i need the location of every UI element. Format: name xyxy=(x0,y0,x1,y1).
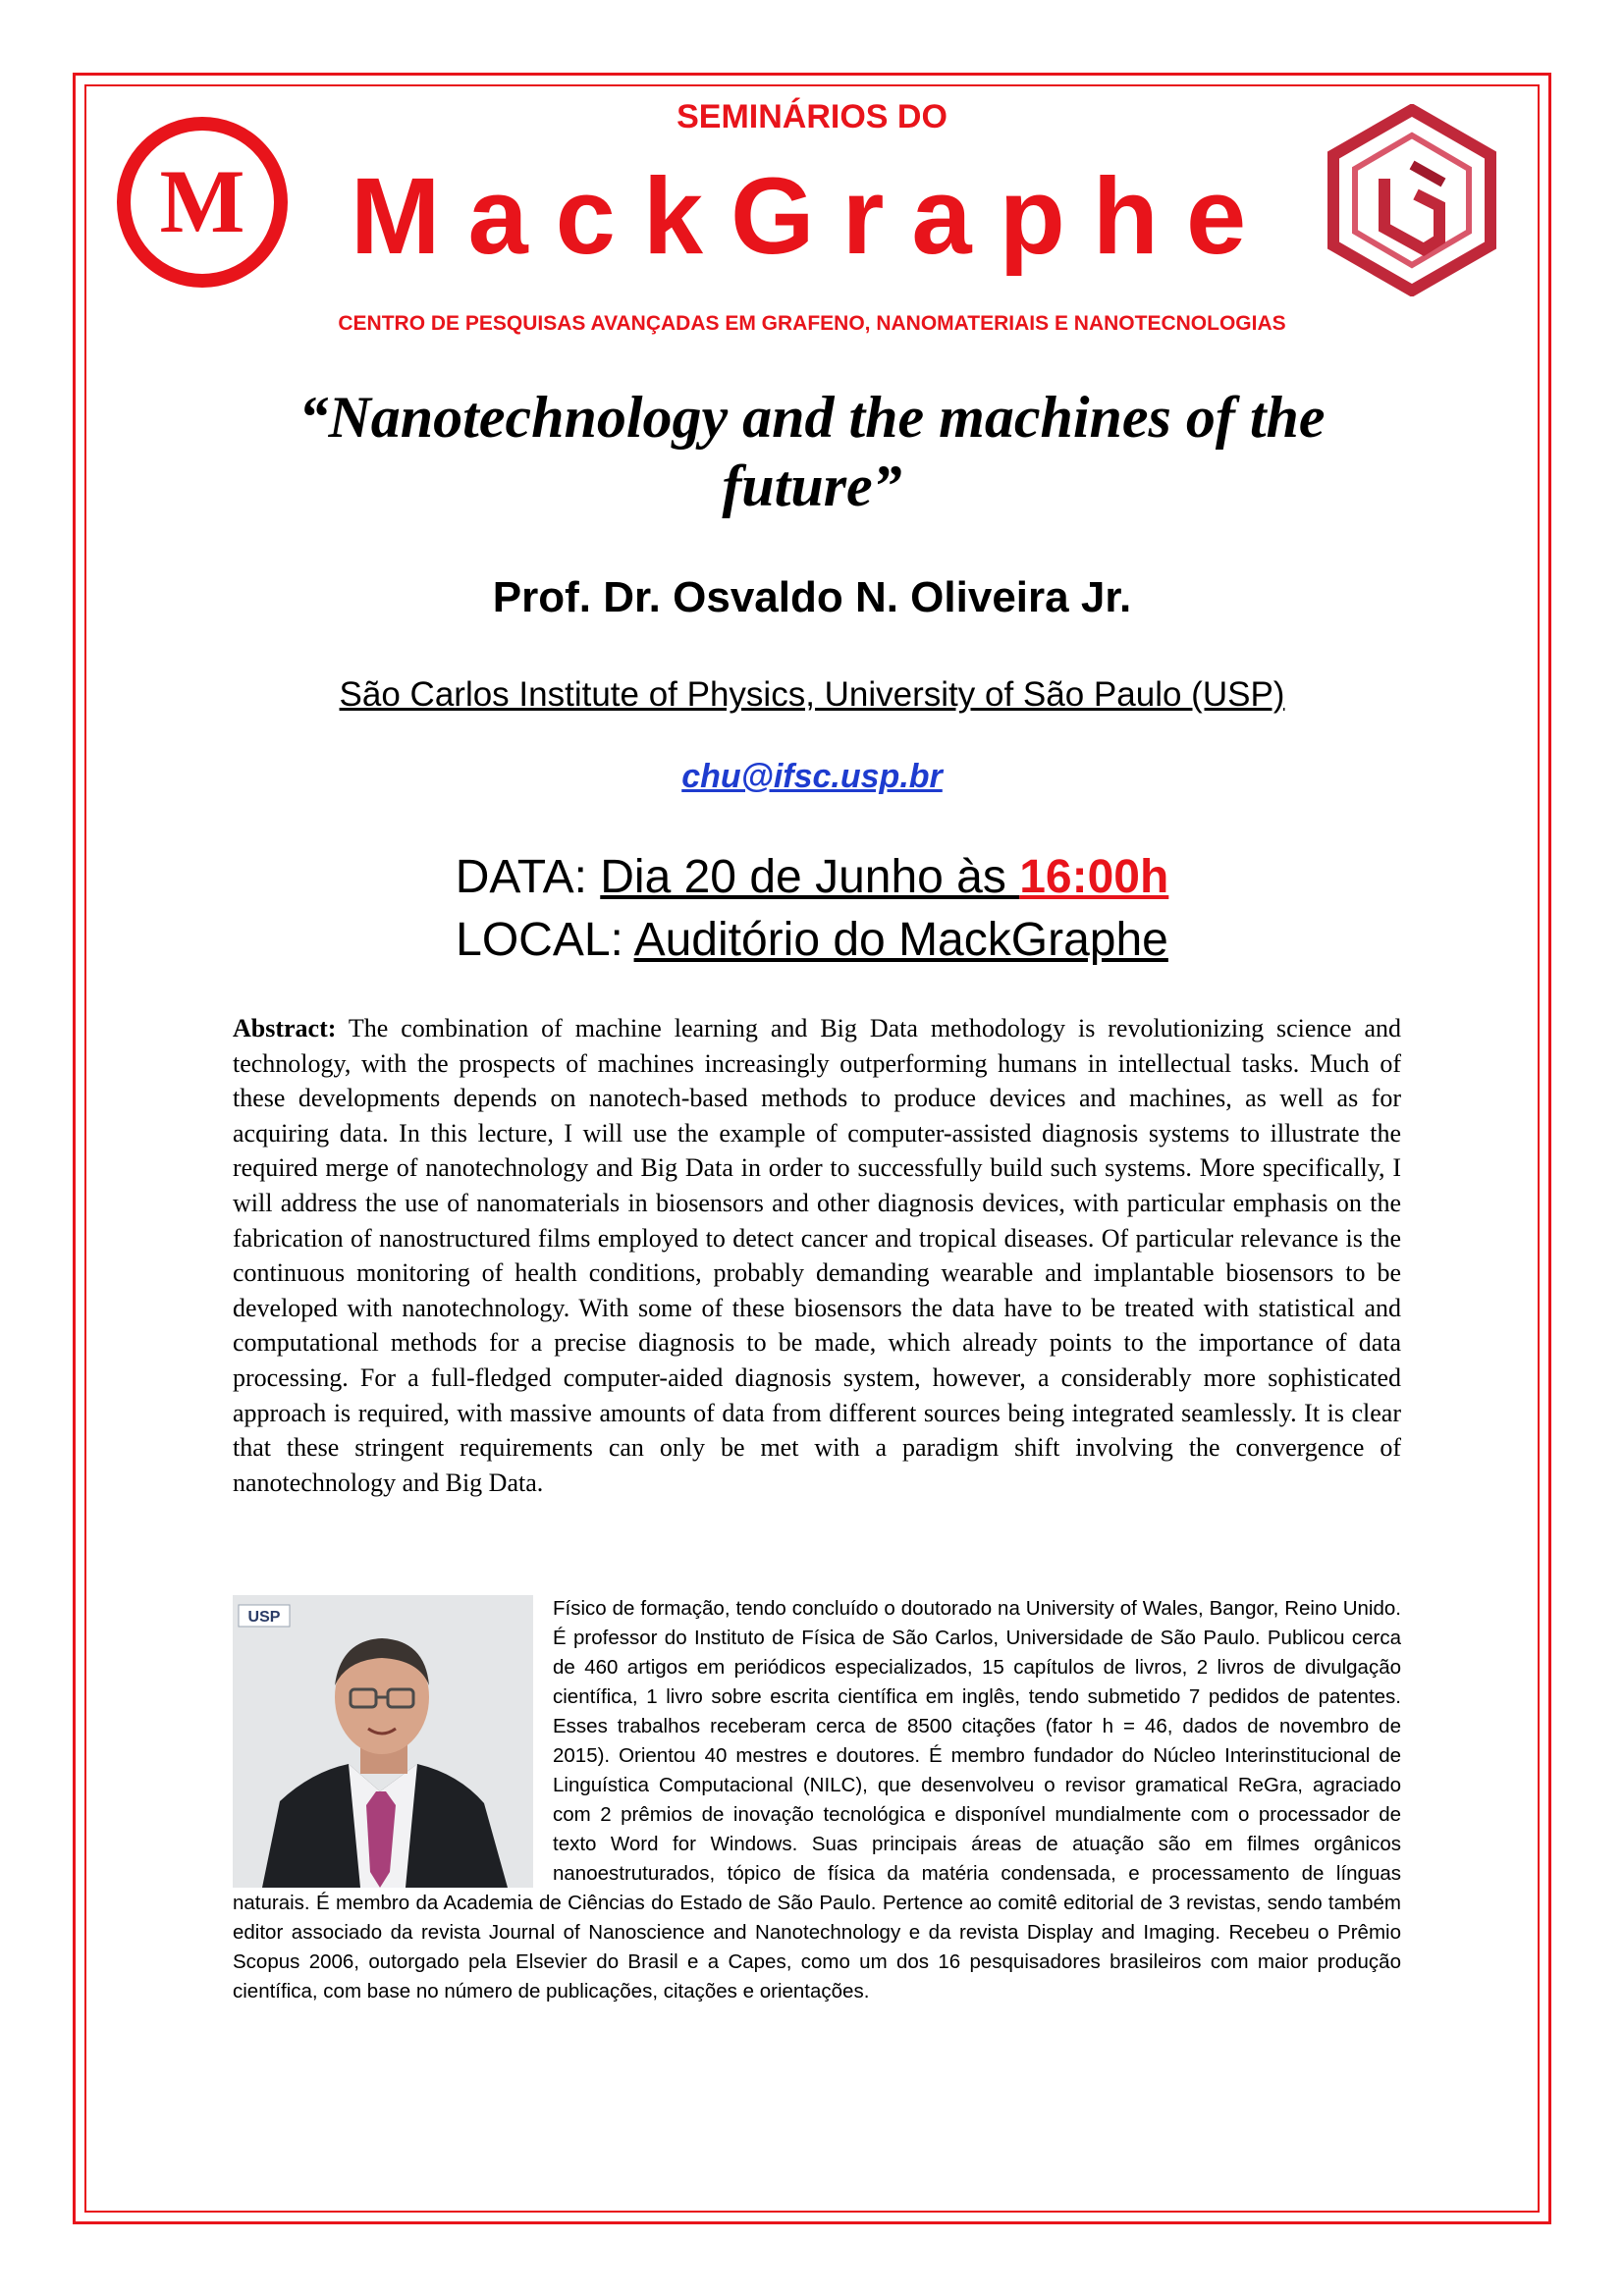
photo-spacer xyxy=(233,1594,553,1887)
date-label: DATA: xyxy=(455,851,601,903)
seminar-series-label: SEMINÁRIOS DO xyxy=(677,98,947,135)
brand-title: MackGraphe xyxy=(350,156,1274,277)
usp-badge-text: USP xyxy=(247,1609,281,1626)
location-label: LOCAL: xyxy=(456,914,634,966)
location-value: Auditório do MackGraphe xyxy=(633,914,1168,966)
speaker-name: Prof. Dr. Osvaldo N. Oliveira Jr. xyxy=(492,573,1132,621)
speaker-institution: São Carlos Institute of Physics, University of São Paulo (USP) xyxy=(339,675,1285,714)
research-center-subtitle: CENTRO DE PESQUISAS AVANÇADAS EM GRAFENO, NANOMATERIAIS E NANOTECNOLOGIAS xyxy=(338,312,1286,335)
speaker-email-link[interactable]: chu@ifsc.usp.br xyxy=(681,758,943,795)
talk-title: “Nanotechnology and the machines of the future” xyxy=(298,385,1326,518)
location-line xyxy=(0,911,1624,970)
mackenzie-logo xyxy=(116,116,289,289)
abstract-text: The combination of machine learning and Big Data methodology is revolutionizing science and technology, with the prospects of machines increasingly outperforming humans in intellectual tasks. Much of these developments depends on nanotech-based methods to produce devices and machines, as well as for acquiring data. In this lecture, I will use the example of computer-assisted diagnosis systems to illustrate the required merge of nanotechnology and Big Data in order to successfully build such systems. More specifically, I will address the use of nanomaterials in biosensors and other diagnosis devices, with particular emphasis on the fabrication of nanostructured films employed to detect cancer and tropical diseases. Of particular relevance is the continuous monitoring of health conditions, probably demanding wearable and implantable biosensors to be developed with nanotechnology. With some of these biosensors the data have to be treated with statistical and computational methods for a precise diagnosis to be made, which already points to the importance of data processing. For a full-fledged computer-aided diagnosis system, however, a considerably more sophisticated approach is required, with massive amounts of data from different sources being integrated seamlessly. It is clear that these stringent requirements can only be met with a paradigm shift involving the convergence of nanotechnology and Big Data. xyxy=(233,1014,1401,1497)
abstract-paragraph xyxy=(233,1011,1401,1500)
date-value: Dia 20 de Junho às xyxy=(600,851,1020,903)
time-value: 16:00h xyxy=(1019,851,1169,903)
abstract-label: Abstract: xyxy=(233,1014,337,1042)
speaker-bio xyxy=(233,1594,1401,2006)
speaker-bio-text: Físico de formação, tendo concluído o doutorado na University of Wales, Bangor, Reino Unido. É professor do Instituto de Física de São Carlos, Universidade de São Paulo. Publicou cerca de 460 artigos em periódicos especializados, 15 capítulos de livros, 2 livros de divulgação científica, 1 livro sobre escrita científica em inglês, tendo submetido 7 pedidos de patentes. Esses trabalhos receberam cerca de 8500 citações (fator h = 46, dados de novembro de 2015). Orientou 40 mestres e doutores. É membro fundador do Núcleo Interinstitucional de Linguística Computacional (NILC), que desenvolveu o revisor gramatical ReGra, agraciado com 2 prêmios de inovação tecnológica e disponível mundialmente com o processador de texto Word for Windows. Suas principais áreas de atuação são em filmes orgânicos nanoestruturados, tópico de física da matéria condensada, e processamento de línguas naturais. É membro da Academia de Ciências do Estado de São Paulo. Pertence ao comitê editorial de 3 revistas, sendo também editor associado da revista Journal of Nanoscience and Nanotechnology e da revista Display and Imaging. Recebeu o Prêmio Scopus 2006, outorgado pela Elsevier do Brasil e a Capes, como um dos 16 pesquisadores brasileiros com maior produção científica, com base no número de publicações, citações e orientações. xyxy=(233,1597,1401,2002)
mackenzie-logo-letter: M xyxy=(159,151,245,251)
date-line xyxy=(0,848,1624,907)
